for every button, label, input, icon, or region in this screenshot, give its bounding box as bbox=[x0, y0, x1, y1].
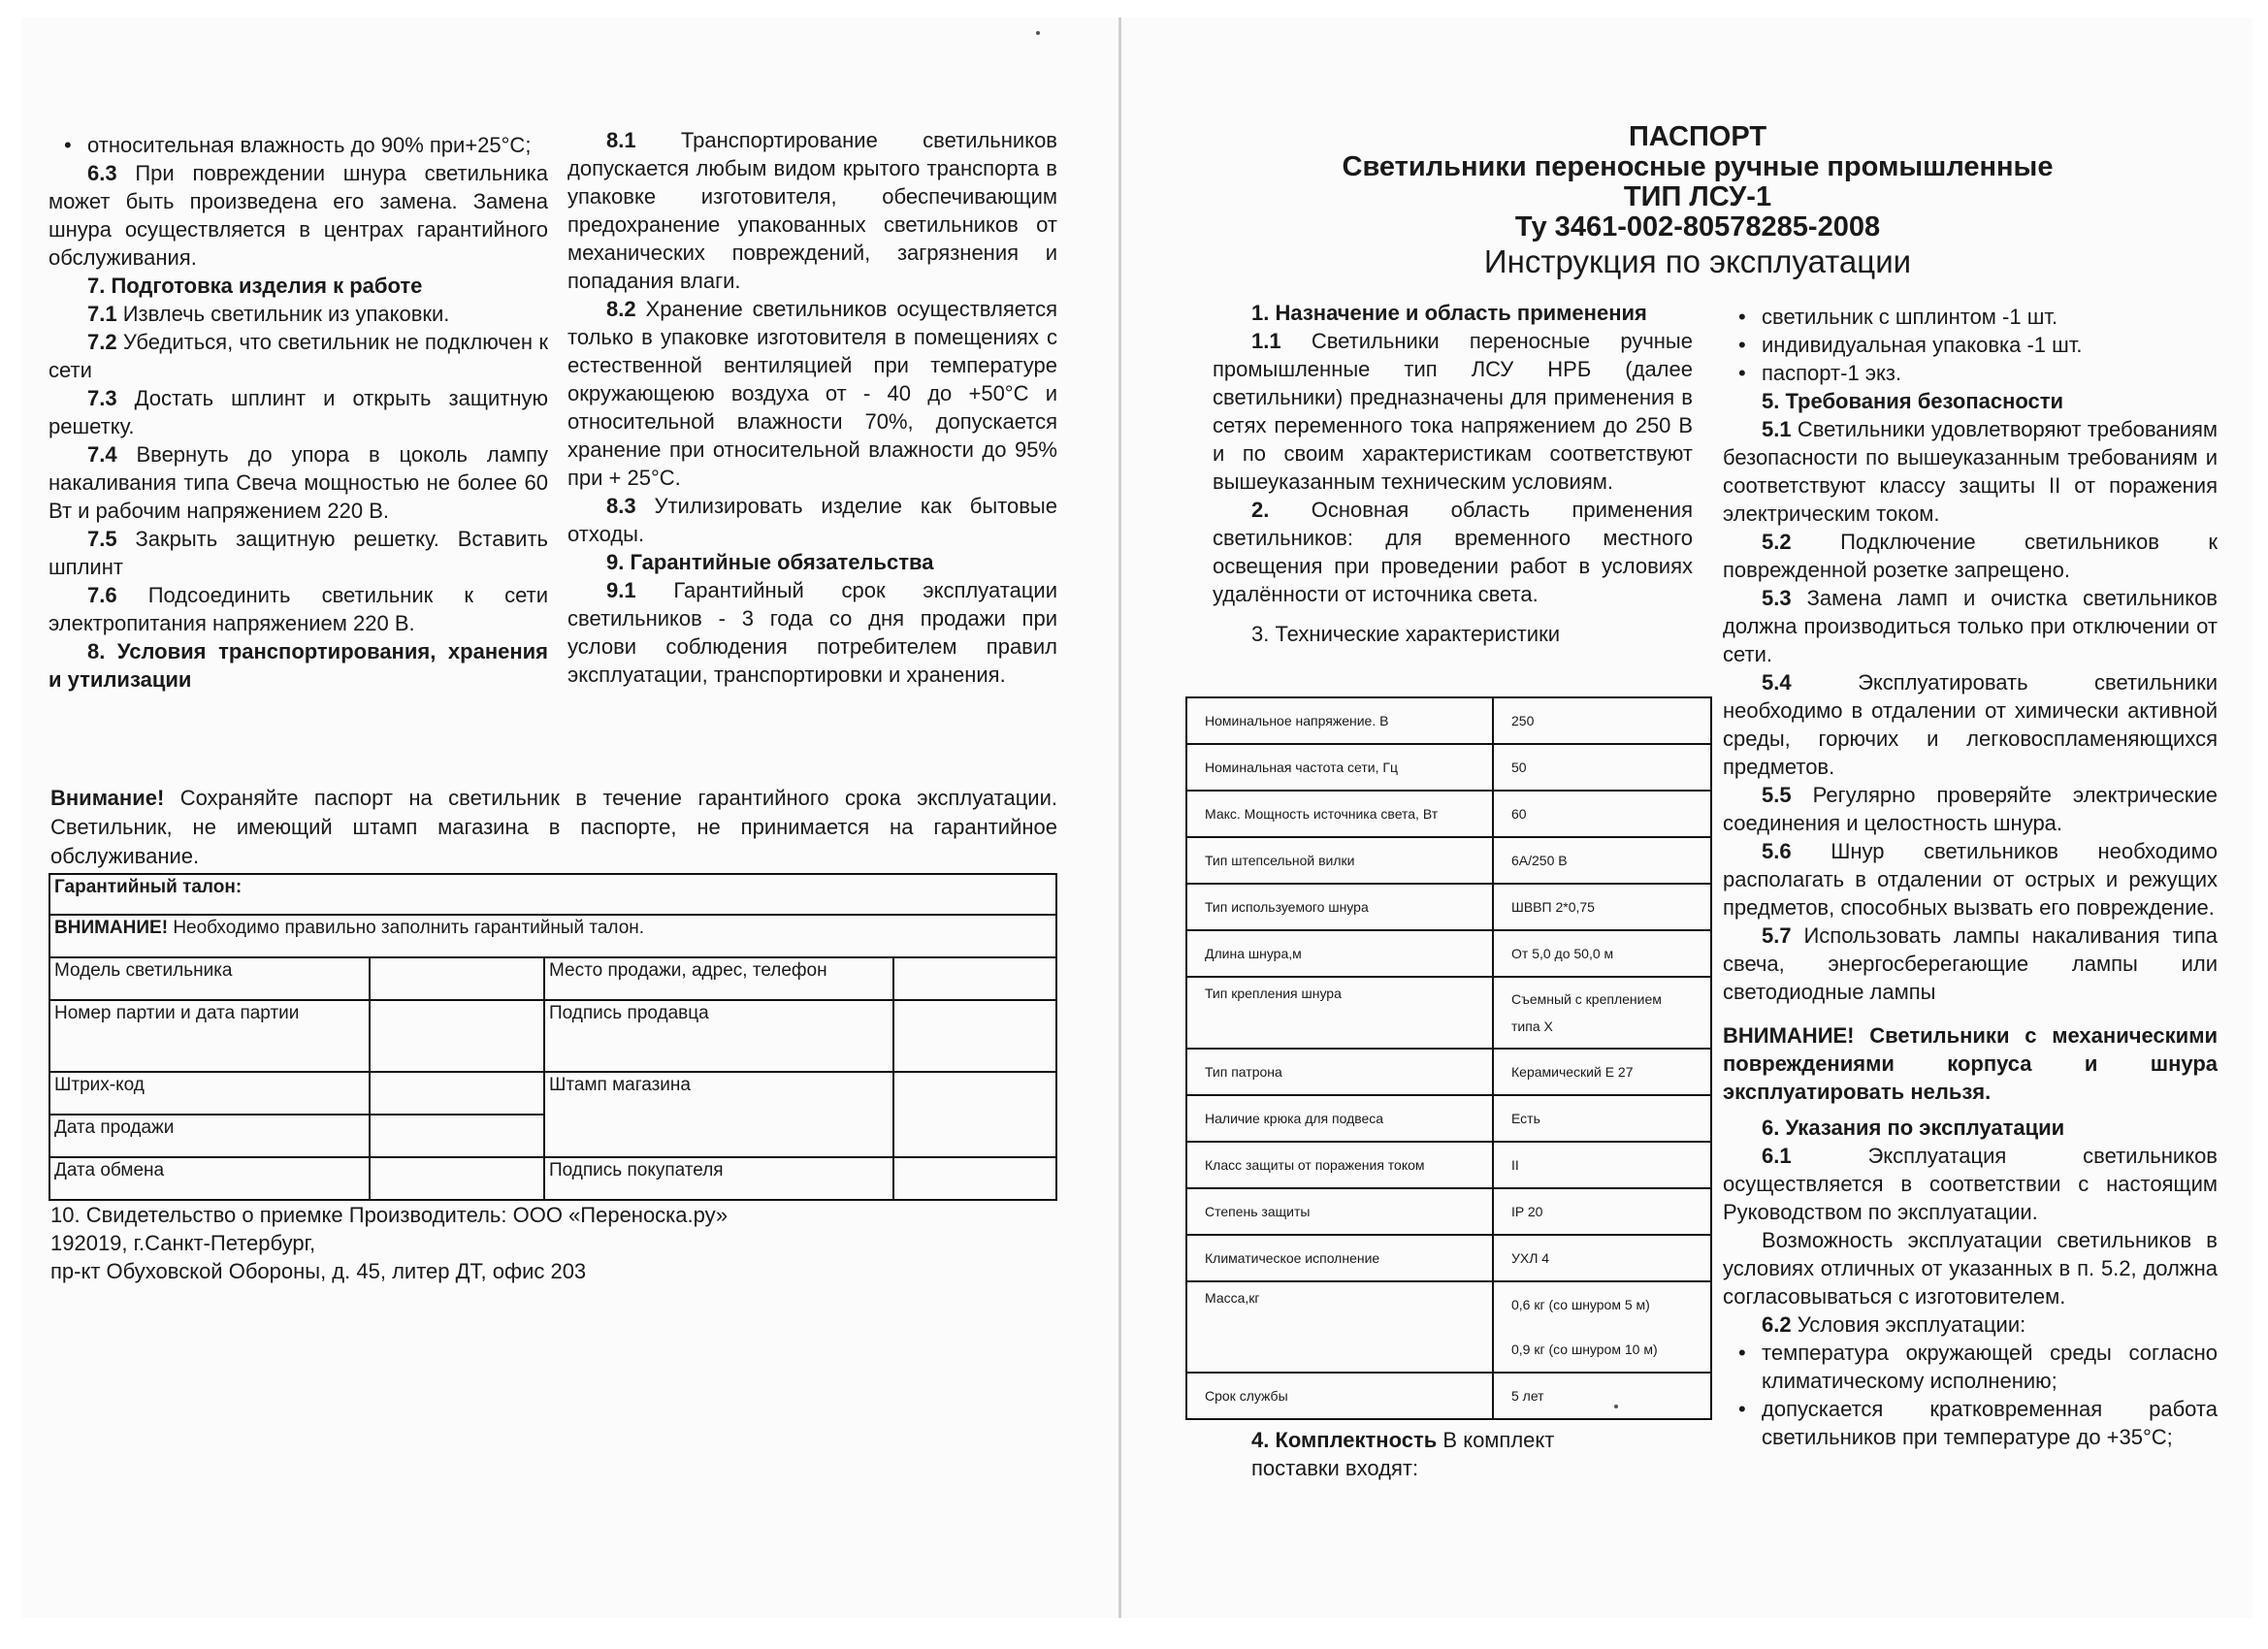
clause-number: 8.1 bbox=[606, 128, 636, 152]
clause-text: Эксплуатировать светильники необходимо в отдалении от химически активной среды, горючих и легковоспламеняющихся предметов. bbox=[1723, 670, 2218, 779]
tech-spec-code: Ту 3461-002-80578285-2008 bbox=[1514, 211, 1881, 242]
bullet-item: • индивидуальная упаковка -1 шт. bbox=[1723, 331, 2218, 359]
scan-speck bbox=[1614, 1405, 1618, 1408]
clause-text: Светильники удовлетворяют требованиям безопасности по вышеуказанным требованиям и соответствуют классу защиты II от поражения электрическим током. bbox=[1723, 417, 2218, 526]
spec-value-line: Керамический Е 27 bbox=[1511, 1064, 1634, 1080]
spec-row bbox=[1186, 884, 1711, 930]
numbered-clause bbox=[1723, 1142, 2218, 1226]
spec-value bbox=[1493, 837, 1711, 884]
numbered-clause bbox=[1723, 1310, 2218, 1339]
section-heading: 1. Назначение и область применения bbox=[1251, 301, 1647, 325]
coupon-batch-field[interactable] bbox=[370, 1000, 544, 1072]
bullet-item: • относительная влажность до 90% при+25°С; bbox=[49, 131, 548, 159]
coupon-model-field[interactable] bbox=[370, 957, 544, 1000]
spec-name: Длина шнура,м bbox=[1186, 930, 1493, 977]
left-column-2 bbox=[567, 126, 1057, 689]
numbered-clause bbox=[1213, 327, 1693, 496]
numbered-clause bbox=[1723, 922, 2218, 1006]
spec-row bbox=[1186, 1373, 1711, 1419]
section-heading: 3. Технические характеристики bbox=[1251, 622, 1561, 646]
coupon-barcode-field[interactable] bbox=[370, 1072, 544, 1115]
clause-number: 7.6 bbox=[87, 583, 117, 607]
spec-row bbox=[1186, 1095, 1711, 1142]
clause-number: 5.5 bbox=[1762, 783, 1792, 807]
spec-name: Тип штепсельной вилки bbox=[1186, 837, 1493, 884]
clause-number: 6.3 bbox=[87, 161, 117, 185]
spec-name: Класс защиты от поражения током bbox=[1186, 1142, 1493, 1188]
spec-name: Номинальная частота сети, Гц bbox=[1186, 744, 1493, 791]
clause-number: 5.4 bbox=[1762, 670, 1792, 695]
bullet-item: • светильник с шплинтом -1 шт. bbox=[1723, 303, 2218, 331]
clause-text: Хранение светильников осуществляется только в упаковке изготовителя в помещениях с естественной вентиляцией при температуре окружающеюю воздуха от - 40 до +50°С и относительной влажности 70%, допускается хранение при относительной влажности до 95% при + 25°С. bbox=[567, 297, 1057, 490]
coupon-exchange-date-field[interactable] bbox=[370, 1157, 544, 1200]
spec-value-line: От 5,0 до 50,0 м bbox=[1511, 946, 1614, 961]
coupon-place-field[interactable] bbox=[893, 957, 1056, 1000]
spec-name: Тип крепления шнура bbox=[1186, 977, 1493, 1049]
numbered-clause bbox=[567, 295, 1057, 492]
spec-value-line: 0,6 кг (со шнуром 5 м) bbox=[1511, 1297, 1650, 1312]
footer-line: пр-кт Обуховской Обороны, д. 45, литер ДТ, офис 203 bbox=[50, 1259, 587, 1283]
coupon-exchange-date-label: Дата обмена bbox=[49, 1157, 370, 1200]
warning-label: Внимание! bbox=[50, 786, 165, 810]
coupon-sale-date-field[interactable] bbox=[370, 1115, 544, 1157]
manual-title: Инструкция по эксплуатации bbox=[1483, 243, 1912, 279]
spec-name: Макс. Мощность источника света, Вт bbox=[1186, 791, 1493, 837]
spec-value bbox=[1493, 1049, 1711, 1095]
spec-name: Срок службы bbox=[1186, 1373, 1493, 1419]
clause-text: При повреждении шнура светильника может быть произведена его замена. Замена шнура осуществляется в центрах гарантийного обслуживания. bbox=[49, 161, 548, 270]
spec-value-line: 60 bbox=[1511, 806, 1527, 822]
spec-row bbox=[1186, 744, 1711, 791]
completeness-text: В комплект поставки входят: bbox=[1251, 1428, 1555, 1480]
clause-number: 2. bbox=[1251, 498, 1270, 522]
page-title: ПАСПОРТ bbox=[1628, 121, 1767, 152]
spec-value-line: 50 bbox=[1511, 760, 1527, 775]
spec-row bbox=[1186, 1188, 1711, 1235]
warning-note bbox=[50, 784, 1057, 871]
clause-text: Эксплуатация светильников осуществляется в соответствии с настоящим Руководством по эксплуатации. bbox=[1723, 1144, 2218, 1224]
clause-number: 9.1 bbox=[606, 578, 636, 602]
numbered-clause bbox=[49, 159, 548, 272]
spec-row bbox=[1186, 837, 1711, 884]
spec-value bbox=[1493, 884, 1711, 930]
clause-number: 7.3 bbox=[87, 386, 117, 410]
spec-name: Масса,кг bbox=[1186, 1281, 1493, 1373]
right-column-1 bbox=[1213, 299, 1693, 648]
spec-value bbox=[1493, 697, 1711, 744]
numbered-clause bbox=[1723, 837, 2218, 922]
warning-text: Сохраняйте паспорт на светильник в течение гарантийного срока эксплуатации. Светильник, не имеющий штамп магазина в паспорте, не принимается на гарантийное обслуживание. bbox=[50, 786, 1057, 868]
coupon-seller-sign-field[interactable] bbox=[893, 1000, 1056, 1072]
completeness-heading: 4. Комплектность bbox=[1251, 1428, 1438, 1452]
spec-row bbox=[1186, 1235, 1711, 1281]
clause-text: Шнур светильников необходимо располагать в отдалении от острых и режущих предметов, способных вызвать его повреждение. bbox=[1723, 839, 2218, 920]
clause-number: 6.1 bbox=[1762, 1144, 1792, 1168]
section-heading: 8. Условия транспортирования, хранения и утилизации bbox=[49, 639, 548, 692]
numbered-clause bbox=[567, 126, 1057, 295]
spec-value-line: IP 20 bbox=[1511, 1204, 1543, 1219]
clause-text: Использовать лампы накаливания типа свеча, энергосберегающие лампы или светодиодные лампы bbox=[1723, 923, 2218, 1004]
acceptance-certificate bbox=[50, 1201, 728, 1285]
numbered-clause bbox=[49, 440, 548, 525]
clause-text: Условия эксплуатации: bbox=[1797, 1312, 2026, 1337]
clause-number: 5.3 bbox=[1762, 586, 1792, 610]
spec-value-line: 250 bbox=[1511, 713, 1535, 728]
clause-number: 7.2 bbox=[87, 330, 117, 354]
clause-text: Ввернуть до упора в цоколь лампу накаливания типа Свеча мощностью не более 60 Вт и рабочим напряжением 220 В. bbox=[49, 442, 548, 523]
spec-name: Степень защиты bbox=[1186, 1188, 1493, 1235]
bullet-item: • допускается кратковременная работа светильников при температуре до +35°С; bbox=[1723, 1395, 2218, 1451]
spec-value-line: 5 лет bbox=[1511, 1388, 1544, 1404]
coupon-buyer-sign-field[interactable] bbox=[893, 1157, 1056, 1200]
scan-speck bbox=[1036, 31, 1040, 35]
clause-text: Регулярно проверяйте электрические соединения и целостность шнура. bbox=[1723, 783, 2218, 835]
tech-specs-table bbox=[1185, 696, 1712, 1420]
spec-name: Климатическое исполнение bbox=[1186, 1235, 1493, 1281]
clause-number: 7.4 bbox=[87, 442, 117, 467]
spec-row bbox=[1186, 930, 1711, 977]
spec-value bbox=[1493, 977, 1711, 1049]
warning-paragraph: ВНИМАНИЕ! Светильники с механическими повреждениями корпуса и шнура эксплуатировать нельзя. bbox=[1723, 1023, 2218, 1104]
numbered-clause bbox=[1723, 584, 2218, 668]
clause-number: 5.6 bbox=[1762, 839, 1792, 863]
clause-text: Подключение светильников к поврежденной розетке запрещено. bbox=[1723, 530, 2218, 582]
clause-number: 6.2 bbox=[1762, 1312, 1792, 1337]
spec-value-line: ШВВП 2*0,75 bbox=[1511, 899, 1595, 915]
left-column-1 bbox=[49, 131, 548, 694]
passport-title bbox=[1213, 122, 2183, 281]
numbered-clause bbox=[1723, 668, 2218, 781]
footer-line: 192019, г.Санкт-Петербург, bbox=[50, 1231, 316, 1255]
numbered-clause bbox=[1723, 528, 2218, 584]
bullet-item: • температура окружающей среды согласно климатическому исполнению; bbox=[1723, 1339, 2218, 1395]
coupon-place-label: Место продажи, адрес, телефон bbox=[544, 957, 893, 1000]
coupon-notice-text: Необходимо правильно заполнить гарантийный талон. bbox=[173, 918, 645, 938]
numbered-clause bbox=[567, 492, 1057, 548]
coupon-seller-sign-label: Подпись продавца bbox=[544, 1000, 893, 1072]
numbered-clause bbox=[49, 525, 548, 581]
clause-number: 8.3 bbox=[606, 494, 636, 518]
clause-text: Достать шплинт и открыть защитную решетку. bbox=[49, 386, 548, 438]
clause-number: 5.7 bbox=[1762, 923, 1792, 948]
clause-text: Извлечь светильник из упаковки. bbox=[122, 302, 450, 326]
completeness-section bbox=[1251, 1426, 1581, 1482]
spec-value bbox=[1493, 744, 1711, 791]
coupon-stamp-label: Штамп магазина bbox=[544, 1072, 893, 1157]
bullet-item: • паспорт-1 экз. bbox=[1723, 359, 2218, 387]
coupon-barcode-label: Штрих-код bbox=[49, 1072, 370, 1115]
clause-text: Убедиться, что светильник не подключен к сети bbox=[49, 330, 548, 382]
clause-text: Закрыть защитную решетку. Вставить шплинт bbox=[49, 527, 548, 579]
spec-row bbox=[1186, 1142, 1711, 1188]
clause-text: Подсоединить светильник к сети электропитания напряжением 220 В. bbox=[49, 583, 548, 635]
clause-text: Основная область применения светильников: для временного местного освещения при проведении работ в условиях удалённости от источника света. bbox=[1213, 498, 1693, 606]
numbered-clause bbox=[1213, 496, 1693, 608]
spec-name: Тип используемого шнура bbox=[1186, 884, 1493, 930]
warranty-coupon bbox=[49, 873, 1057, 1201]
numbered-clause bbox=[49, 300, 548, 328]
clause-number: 5.1 bbox=[1762, 417, 1792, 441]
spec-row bbox=[1186, 1281, 1711, 1373]
spec-value-line: II bbox=[1511, 1157, 1519, 1173]
section-heading: 7. Подготовка изделия к работе bbox=[87, 274, 423, 298]
spec-value bbox=[1493, 930, 1711, 977]
spec-name: Тип патрона bbox=[1186, 1049, 1493, 1095]
section-heading: 9. Гарантийные обязательства bbox=[606, 550, 934, 574]
spec-value-line: Съемный с креплением типа Х bbox=[1511, 991, 1662, 1034]
numbered-clause bbox=[1723, 415, 2218, 528]
spec-value-line: УХЛ 4 bbox=[1511, 1250, 1550, 1266]
spec-value bbox=[1493, 1281, 1711, 1373]
page-fold bbox=[1118, 17, 1121, 1618]
clause-text: Замена ламп и очистка светильников должна производиться только при отключении от сети. bbox=[1723, 586, 2218, 666]
spec-row bbox=[1186, 697, 1711, 744]
spec-value bbox=[1493, 1235, 1711, 1281]
section-heading: 6. Указания по эксплуатации bbox=[1762, 1116, 2065, 1140]
coupon-notice-label: ВНИМАНИЕ! bbox=[54, 918, 169, 938]
clause-number: 1.1 bbox=[1251, 329, 1281, 353]
spec-value-line: 6А/250 В bbox=[1511, 853, 1568, 868]
spec-value-line: Есть bbox=[1511, 1111, 1540, 1126]
clause-text: Светильники переносные ручные промышленные тип ЛСУ НРБ (далее светильники) предназначены для применения в сетях переменного тока напряжением до 250 В и по своим характеристикам соответствуют вышеуказанным техническим условиям. bbox=[1213, 329, 1693, 494]
paragraph: Возможность эксплуатации светильников в условиях отличных от указанных в п. 5.2, должна согласовываться с изготовителем. bbox=[1723, 1228, 2218, 1309]
spec-value bbox=[1493, 1188, 1711, 1235]
spec-row bbox=[1186, 791, 1711, 837]
numbered-clause bbox=[49, 384, 548, 440]
footer-line: 10. Свидетельство о приемке Производитель: ООО «Переноска.ру» bbox=[50, 1203, 729, 1227]
numbered-clause bbox=[1723, 781, 2218, 837]
numbered-clause bbox=[49, 328, 548, 384]
coupon-sale-date-label: Дата продажи bbox=[49, 1115, 370, 1157]
section-heading: 5. Требования безопасности bbox=[1762, 389, 2064, 413]
spec-value bbox=[1493, 1373, 1711, 1419]
clause-number: 8.2 bbox=[606, 297, 636, 321]
clause-number: 5.2 bbox=[1762, 530, 1792, 554]
clause-number: 7.5 bbox=[87, 527, 117, 551]
numbered-clause bbox=[49, 581, 548, 637]
coupon-model-label: Модель светильника bbox=[49, 957, 370, 1000]
right-column-2 bbox=[1723, 303, 2218, 1451]
coupon-stamp-field[interactable] bbox=[893, 1072, 1056, 1157]
spec-value bbox=[1493, 791, 1711, 837]
spec-value-line: 0,9 кг (со шнуром 10 м) bbox=[1511, 1342, 1658, 1357]
product-name: Светильники переносные ручные промышленные bbox=[1342, 151, 2054, 182]
spec-row bbox=[1186, 977, 1711, 1049]
spec-name: Номинальное напряжение. В bbox=[1186, 697, 1493, 744]
coupon-title: Гарантийный талон: bbox=[49, 874, 1056, 915]
numbered-clause bbox=[567, 576, 1057, 689]
clause-text: Транспортирование светильников допускается любым видом крытого транспорта в упаковке изготовителя, обеспечивающим предохранение упакованных светильников от механических повреждений, загрязнения и попадания влаги. bbox=[567, 128, 1057, 293]
coupon-buyer-sign-label: Подпись покупателя bbox=[544, 1157, 893, 1200]
spec-value bbox=[1493, 1142, 1711, 1188]
clause-text: Гарантийный срок эксплуатации светильников - 3 года со дня продажи при услови соблюдения потребителем правил эксплуатации, транспортировки и хранения. bbox=[567, 578, 1057, 687]
coupon-batch-label: Номер партии и дата партии bbox=[49, 1000, 370, 1072]
spec-name: Наличие крюка для подвеса bbox=[1186, 1095, 1493, 1142]
spec-value bbox=[1493, 1095, 1711, 1142]
clause-text: Утилизировать изделие как бытовые отходы. bbox=[567, 494, 1057, 546]
product-type: ТИП ЛСУ-1 bbox=[1623, 181, 1772, 212]
clause-number: 7.1 bbox=[87, 302, 117, 326]
spec-row bbox=[1186, 1049, 1711, 1095]
coupon-notice bbox=[49, 915, 1056, 957]
